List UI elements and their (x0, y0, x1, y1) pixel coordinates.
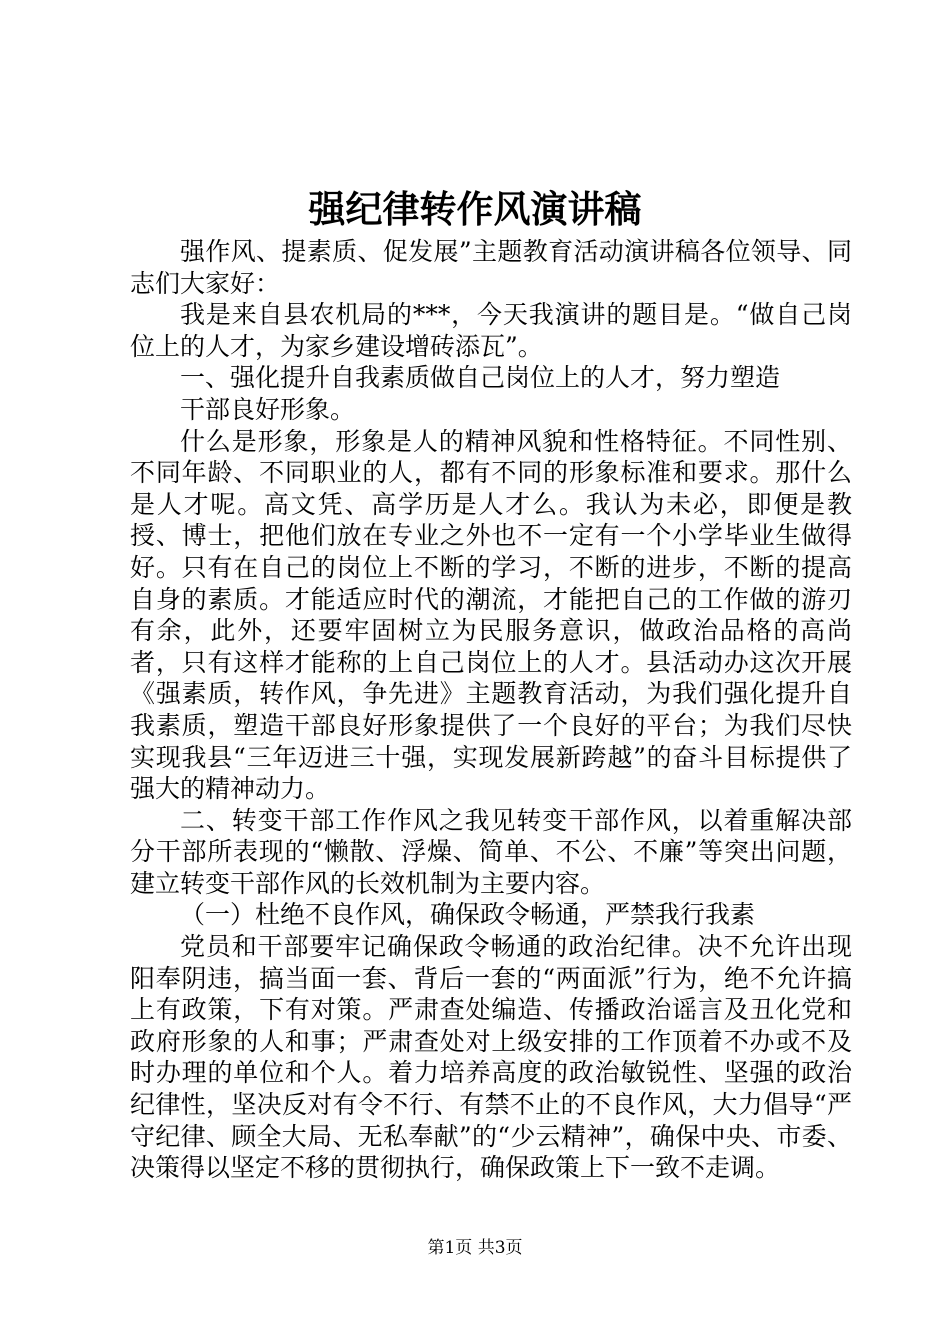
document-body (130, 236, 852, 1184)
section-heading-2: 二、转变干部工作作风之我见转变干部作风，以着重解决部分干部所表现的“懒散、浮燥、简单、不公、不廉”等突出问题，建立转变干部作风的长效机制为主要内容。 (130, 805, 852, 898)
paragraph-discipline: 党员和干部要牢记确保政令畅通的政治纪律。决不允许出现阳奉阴违，搞当面一套、背后一套的“两面派”行为，绝不允许搞上有政策，下有对策。严肃查处编造、传播政治谣言及丑化党和政府形象的人和事；严肃查处对上级安排的工作顶着不办或不及时办理的单位和个人。着力培养高度的政治敏锐性、坚强的政治纪律性，坚决反对有令不行、有禁不止的不良作风，大力倡导“严守纪律、顾全大局、无私奉献”的“少云精神”，确保中央、市委、决策得以坚定不移的贯彻执行，确保政策上下一致不走调。 (130, 932, 852, 1183)
section-heading-1: 一、强化提升自我素质做自己岗位上的人才，努力塑造 (180, 363, 781, 393)
document-title: 强纪律转作风演讲稿 (308, 187, 642, 231)
paragraph-greeting: 强作风、提素质、促发展”主题教育活动演讲稿各位领导、同志们大家好： (130, 237, 852, 298)
page-footer: 第1页 共3页 (427, 1238, 523, 1258)
paragraph-intro: 我是来自县农机局的***，今天我演讲的题目是。“做自己岗位上的人才，为家乡建设增砖添瓦”。 (130, 300, 852, 361)
subsection-heading-1: （一）杜绝不良作风，确保政令畅通，严禁我行我素 (180, 900, 756, 930)
paragraph-image-talent: 什么是形象，形象是人的精神风貌和性格特征。不同性别、不同年龄、不同职业的人，都有不同的形象标准和要求。那什么是人才呢。高文凭、高学历是人才么。我认为未必，即便是教授、博士，把他们放在专业之外也不一定有一个小学毕业生做得好。只有在自己的岗位上不断的学习，不断的进步，不断的提高自身的素质。才能适应时代的潮流，才能把自己的工作做的游刃有余，此外，还要牢固树立为民服务意识，做政治品格的高尚者，只有这样才能称的上自己岗位上的人才。县活动办这次开展《强素质，转作风，争先进》主题教育活动，为我们强化提升自我素质，塑造干部良好形象提供了一个良好的平台；为我们尽快实现我县“三年迈进三十强，实现发展新跨越”的奋斗目标提供了强大的精神动力。 (130, 426, 852, 804)
section-heading-1-continued: 干部良好形象。 (180, 394, 356, 424)
